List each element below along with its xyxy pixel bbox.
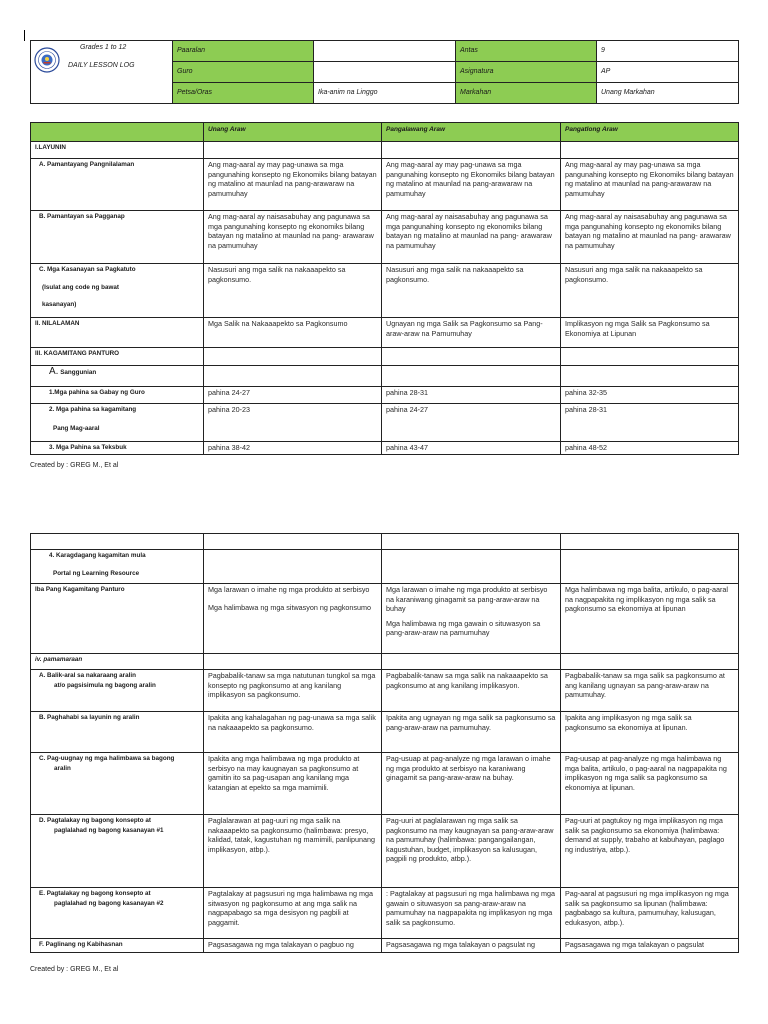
nilalaman-day2[interactable]: Ugnayan ng mga Salik sa Pagkonsumo sa Pang-araw-araw na Pamumuhay — [382, 318, 561, 348]
pag-uugnay-line2: aralin — [54, 764, 71, 772]
sanggunian-letter: A. — [49, 366, 59, 377]
sanggunian-text: Sanggunian — [60, 369, 97, 376]
teksbuk-day3[interactable]: pahina 48-52 — [561, 442, 739, 455]
pagtalakay-1-day1[interactable]: Paglalarawan at pag-uuri ng mga salik na nakaaapekto sa pagkonsumo (halimbawa: presyo, kalidad, tatak, kagustuhan ng mamimili, panlipunang implikasyon, atbp.). — [204, 815, 382, 888]
cell[interactable] — [382, 534, 561, 550]
cell[interactable] — [561, 142, 739, 159]
kasanayan-day3[interactable]: Nasusuri ang mga salik na nakaaapekto sa pagkonsumo. — [561, 264, 739, 318]
teksbuk-label: 3. Mga Pahina sa Teksbuk — [31, 442, 204, 455]
iba-day1[interactable] — [204, 584, 382, 654]
karagdagang-kagamitan-line2: Portal ng Learning Resource — [53, 569, 140, 577]
daily-lesson-log-label: DAILY LESSON LOG — [68, 62, 135, 69]
kasanayan-label-line1: C. Mga Kasanayan sa Pagkatuto — [39, 266, 136, 273]
iba-day2-line2: Mga halimbawa ng mga gawain o situwasyon sa pang-araw-araw na pamumuhay — [386, 618, 541, 638]
pagtalakay-2-day2[interactable]: : Pagtalakay at pagsusuri ng mga halimbawa ng mga gawain o situwasyon sa pang-araw-araw na pamumuhay na nagpapakita ng implikasyon ng mga salik sa pagkonsumo. — [382, 888, 561, 939]
cell[interactable] — [204, 534, 382, 550]
kagamitang-mag-aaral-line2: Pang Mag-aaral — [53, 424, 100, 432]
kagamitang-mag-aaral-label — [31, 404, 204, 442]
pag-uugnay-label — [31, 753, 204, 815]
petsa-value[interactable]: Ika-anim na Linggo — [314, 83, 456, 104]
asignatura-value[interactable]: AP — [597, 62, 739, 83]
kasanayan-day1[interactable]: Nasusuri ang mga salik na nakaaapekto sa pagkonsumo. — [204, 264, 382, 318]
iba-day1-line1: Mga larawan o imahe ng mga produkto at serbisyo — [208, 585, 370, 594]
pangnilalaman-day3[interactable]: Ang mag-aaral ay may pag-unawa sa mga pangunahing konsepto ng Ekonomiks bilang batayan ng matalino at maunlad na pang-arawaraw na pamumuhay — [561, 159, 739, 211]
teksbuk-day1[interactable]: pahina 38-42 — [204, 442, 382, 455]
cell[interactable] — [382, 654, 561, 670]
paaralan-label: Paaralan — [173, 41, 314, 62]
pamamaraan-label: iv. pamamaraan — [31, 654, 204, 670]
cell[interactable] — [561, 534, 739, 550]
gabay-guro-label: 1.Mga pahina sa Gabay ng Guro — [31, 387, 204, 404]
paglinang-day2[interactable]: Pagsasagawa ng mga talakayan o pagsulat ng — [382, 939, 561, 953]
pag-uugnay-day1[interactable]: Ipakita ang mga halimbawa ng mga produkto at serbisyo na may kaugnayan sa pagkonsumo at gamitin ito sa pag-usapan ang kanilang mga katangian at epekto sa mga mamimili. — [204, 753, 382, 815]
pagtalakay-2-day1[interactable]: Pagtalakay at pagsusuri ng mga halimbawa ng mga sitwasyon ng pagkonsumo at ang mga salik na nagpapabago sa mga desisyon ng pagbili at paggamit. — [204, 888, 382, 939]
iba-day2[interactable] — [382, 584, 561, 654]
paghahabi-day2[interactable]: Ipakita ang ugnayan ng mga salik sa pagkonsumo sa pang-araw-araw na pamumuhay. — [382, 712, 561, 753]
cell[interactable] — [561, 550, 739, 584]
iba-pang-kagamitan-label: Iba Pang Kagamitang Panturo — [31, 584, 204, 654]
column-header-day2: Pangalawang Araw — [382, 123, 561, 142]
created-by-note-2: Created by : GREG M., Et al — [30, 966, 119, 973]
kagamitan-mag-day3[interactable]: pahina 28-31 — [561, 404, 739, 442]
iba-day1-line2: Mga halimbawa ng mga sitwasyon ng pagkonsumo — [208, 602, 372, 612]
paglinang-label: F. Paglinang ng Kabihasnan — [31, 939, 204, 953]
pagtalakay-2-line2: paglalahad ng bagong kasanayan #2 — [54, 899, 164, 907]
cell[interactable] — [31, 534, 204, 550]
cell[interactable] — [382, 348, 561, 366]
pamantayan-pagganap-label: B. Pamantayan sa Pagganap — [31, 211, 204, 264]
cell[interactable] — [204, 348, 382, 366]
balik-aral-day3[interactable]: Pagbabalik-tanaw sa mga salik sa pagkonsumo at ang kanilang ugnayan sa pang-araw-araw na pamumuhay. — [561, 670, 739, 712]
cell[interactable] — [204, 142, 382, 159]
markahan-label: Markahan — [456, 83, 597, 104]
nilalaman-day3[interactable]: Implikasyon ng mga Salik sa Pagkonsumo sa Ekonomiya at Lipunan — [561, 318, 739, 348]
cell[interactable] — [204, 366, 382, 387]
grades-label: Grades 1 to 12 — [80, 44, 127, 51]
kagamitan-mag-day1[interactable]: pahina 20-23 — [204, 404, 382, 442]
nilalaman-day1[interactable]: Mga Salik na Nakaaapekto sa Pagkonsumo — [204, 318, 382, 348]
gabay-day2[interactable]: pahina 28-31 — [382, 387, 561, 404]
column-header-day3: Pangatlong Araw — [561, 123, 739, 142]
paghahabi-day1[interactable]: Ipakita ang kahalagahan ng pag-unawa sa mga salik na nakaaapekto sa pagkonsumo. — [204, 712, 382, 753]
cell[interactable] — [382, 550, 561, 584]
kagamitang-mag-aaral-line1: 2. Mga pahina sa kagamitang — [49, 406, 137, 413]
pangnilalaman-day1[interactable]: Ang mag-aaral ay may pag-unawa sa mga pangunahing konsepto ng Ekonomiks bilang batayan ng matalino at maunlad na pang-arawaraw na pamumuhay — [204, 159, 382, 211]
pagtalakay-2-day3[interactable]: Pag-aaral at pagsusuri ng mga implikasyon ng mga salik sa pagkonsumo sa lipunan (halimbawa: pagbabago sa kultura, pamumuhay, kalusugan, edukasyon, atbp.). — [561, 888, 739, 939]
lesson-log-header — [30, 40, 739, 104]
pagganap-day3[interactable]: Ang mag-aaral ay naisasabuhay ang pagunawa sa mga pangunahing konsepto ng ekonomiks bilang batayan ng matalino at maunlad na pang- arawaraw na pamumuhay — [561, 211, 739, 264]
text-cursor — [24, 30, 25, 41]
iba-day2-line1: Mga larawan o imahe ng mga produkto at serbisyo na karaniwang ginagamit sa pang-araw-araw na buhay — [386, 585, 548, 614]
paglinang-day3[interactable]: Pagsasagawa ng mga talakayan o pagsulat — [561, 939, 739, 953]
pag-uugnay-day3[interactable]: Pag-uusap at pag-analyze ng mga halimbawa ng mga balita, artikulo, o pag-aaral na nagpapakita ng implikasyon ng mga salik sa pagkonsumo sa ekonomiya at lipunan. — [561, 753, 739, 815]
kasanayan-label-line3: kasanayan) — [42, 301, 77, 309]
balik-aral-line2: at/o pagsisimula ng bagong aralin — [54, 681, 156, 689]
cell[interactable] — [561, 366, 739, 387]
balik-aral-day2[interactable]: Pagbabalik-tanaw sa mga salik na nakaaapekto sa pagkonsumo at ang kanilang implikasyon. — [382, 670, 561, 712]
cell[interactable] — [561, 654, 739, 670]
kagamitang-panturo-label: III. KAGAMITANG PANTURO — [31, 348, 204, 366]
teksbuk-day2[interactable]: pahina 43-47 — [382, 442, 561, 455]
cell[interactable] — [382, 366, 561, 387]
pag-uugnay-line1: C. Pag-uugnay ng mga halimbawa sa bagong — [39, 755, 175, 762]
paglinang-day1[interactable]: Pagsasagawa ng mga talakayan o pagbuo ng — [204, 939, 382, 953]
pagtalakay-1-line1: D. Pagtalakay ng bagong konsepto at — [39, 817, 151, 824]
guro-label: Guro — [173, 62, 314, 83]
kasanayan-label — [31, 264, 204, 318]
gabay-day1[interactable]: pahina 24-27 — [204, 387, 382, 404]
pagtalakay-1-day3[interactable]: Pag-uuri at pagtukoy ng mga implikasyon ng mga salik sa pagkonsumo sa ekonomiya (halimbawa: demand at supply, trabaho at kabuhayan, paglago ng industriya, atbp.). — [561, 815, 739, 888]
antas-label: Antas — [456, 41, 597, 62]
cell[interactable] — [382, 142, 561, 159]
pagtalakay-1-label — [31, 815, 204, 888]
pangnilalaman-day2[interactable]: Ang mag-aaral ay may pag-unawa sa mga pangunahing konsepto ng Ekonomiks bilang batayan ng matalino at maunlad na pang-arawaraw na pamumuhay — [382, 159, 561, 211]
balik-aral-label — [31, 670, 204, 712]
kasanayan-label-line2: (Isulat ang code ng bawat — [42, 283, 119, 291]
pamantayang-pangnilalaman-label: A. Pamantayang Pangnilalaman — [31, 159, 204, 211]
balik-aral-day1[interactable]: Pagbabalik-tanaw sa mga natutunan tungkol sa mga konsepto ng pagkonsumo at ang kanilang implikasyon sa pagkonsumo. — [204, 670, 382, 712]
pagtalakay-2-line1: E. Pagtalakay ng bagong konsepto at — [39, 890, 151, 897]
pagtalakay-2-label — [31, 888, 204, 939]
deped-seal-icon — [34, 47, 60, 73]
pagtalakay-1-line2: paglalahad ng bagong kasanayan #1 — [54, 826, 164, 834]
asignatura-label: Asignatura — [456, 62, 597, 83]
antas-value[interactable]: 9 — [597, 41, 739, 62]
cell[interactable] — [204, 550, 382, 584]
lesson-table-page1 — [30, 122, 739, 455]
iba-day3[interactable]: Mga halimbawa ng mga balita, artikulo, o pag-aaral na nagpapakita ng implikasyon ng mga salik sa pagkonsumo sa ekonomiya at lipunan — [561, 584, 739, 654]
cell[interactable] — [204, 654, 382, 670]
column-header-blank — [31, 123, 204, 142]
balik-aral-line1: A. Balik-aral sa nakaraang aralin — [39, 672, 136, 679]
paaralan-value[interactable] — [314, 41, 456, 62]
pagganap-day2[interactable]: Ang mag-aaral ay naisasabuhay ang pagunawa sa mga pangunahing konsepto ng ekonomiks bilang batayan ng matalino at maunlad na pang- arawaraw na pamumuhay — [382, 211, 561, 264]
karagdagang-kagamitan-label — [31, 550, 204, 584]
paghahabi-label: B. Paghahabi sa layunin ng aralin — [31, 712, 204, 753]
markahan-value[interactable]: Unang Markahan — [597, 83, 739, 104]
petsa-label: Petsa/Oras — [173, 83, 314, 104]
kasanayan-day2[interactable]: Nasusuri ang mga salik na nakaaapekto sa pagkonsumo. — [382, 264, 561, 318]
lesson-table-page2 — [30, 533, 739, 953]
sanggunian-label — [31, 366, 204, 387]
pagtalakay-1-day2[interactable]: Pag-uuri at paglalarawan ng mga salik sa pagkonsumo na may kaugnayan sa pang-araw-araw na pamumuhay (halimbawa: pangangailangan, kagustuhan, budget, implikasyon sa kalusugan, pagpili ng produkto, atbp.). — [382, 815, 561, 888]
layunin-label: I.LAYUNIN — [31, 142, 204, 159]
pag-uugnay-day2[interactable]: Pag-usuap at pag-analyze ng mga larawan o imahe ng mga produkto at serbisyo na karaniwang ginagamit sa pang-araw-araw na buhay. — [382, 753, 561, 815]
nilalaman-label: II. NILALAMAN — [31, 318, 204, 348]
column-header-day1: Unang Araw — [204, 123, 382, 142]
karagdagang-kagamitan-line1: 4. Karagdagang kagamitan mula — [49, 552, 146, 559]
created-by-note: Created by : GREG M., Et al — [30, 462, 119, 469]
kagamitan-mag-day2[interactable]: pahina 24-27 — [382, 404, 561, 442]
guro-value[interactable] — [314, 62, 456, 83]
logo-cell — [31, 41, 173, 104]
pagganap-day1[interactable]: Ang mag-aaral ay naisasabuhay ang pagunawa sa mga pangunahing konsepto ng ekonomiks bilang batayan ng matalino at maunlad na pang- arawaraw na pamumuhay — [204, 211, 382, 264]
cell[interactable] — [561, 348, 739, 366]
gabay-day3[interactable]: pahina 32-35 — [561, 387, 739, 404]
paghahabi-day3[interactable]: Ipakita ang implikasyon ng mga salik sa pagkonsumo sa ekonomiya at lipunan. — [561, 712, 739, 753]
